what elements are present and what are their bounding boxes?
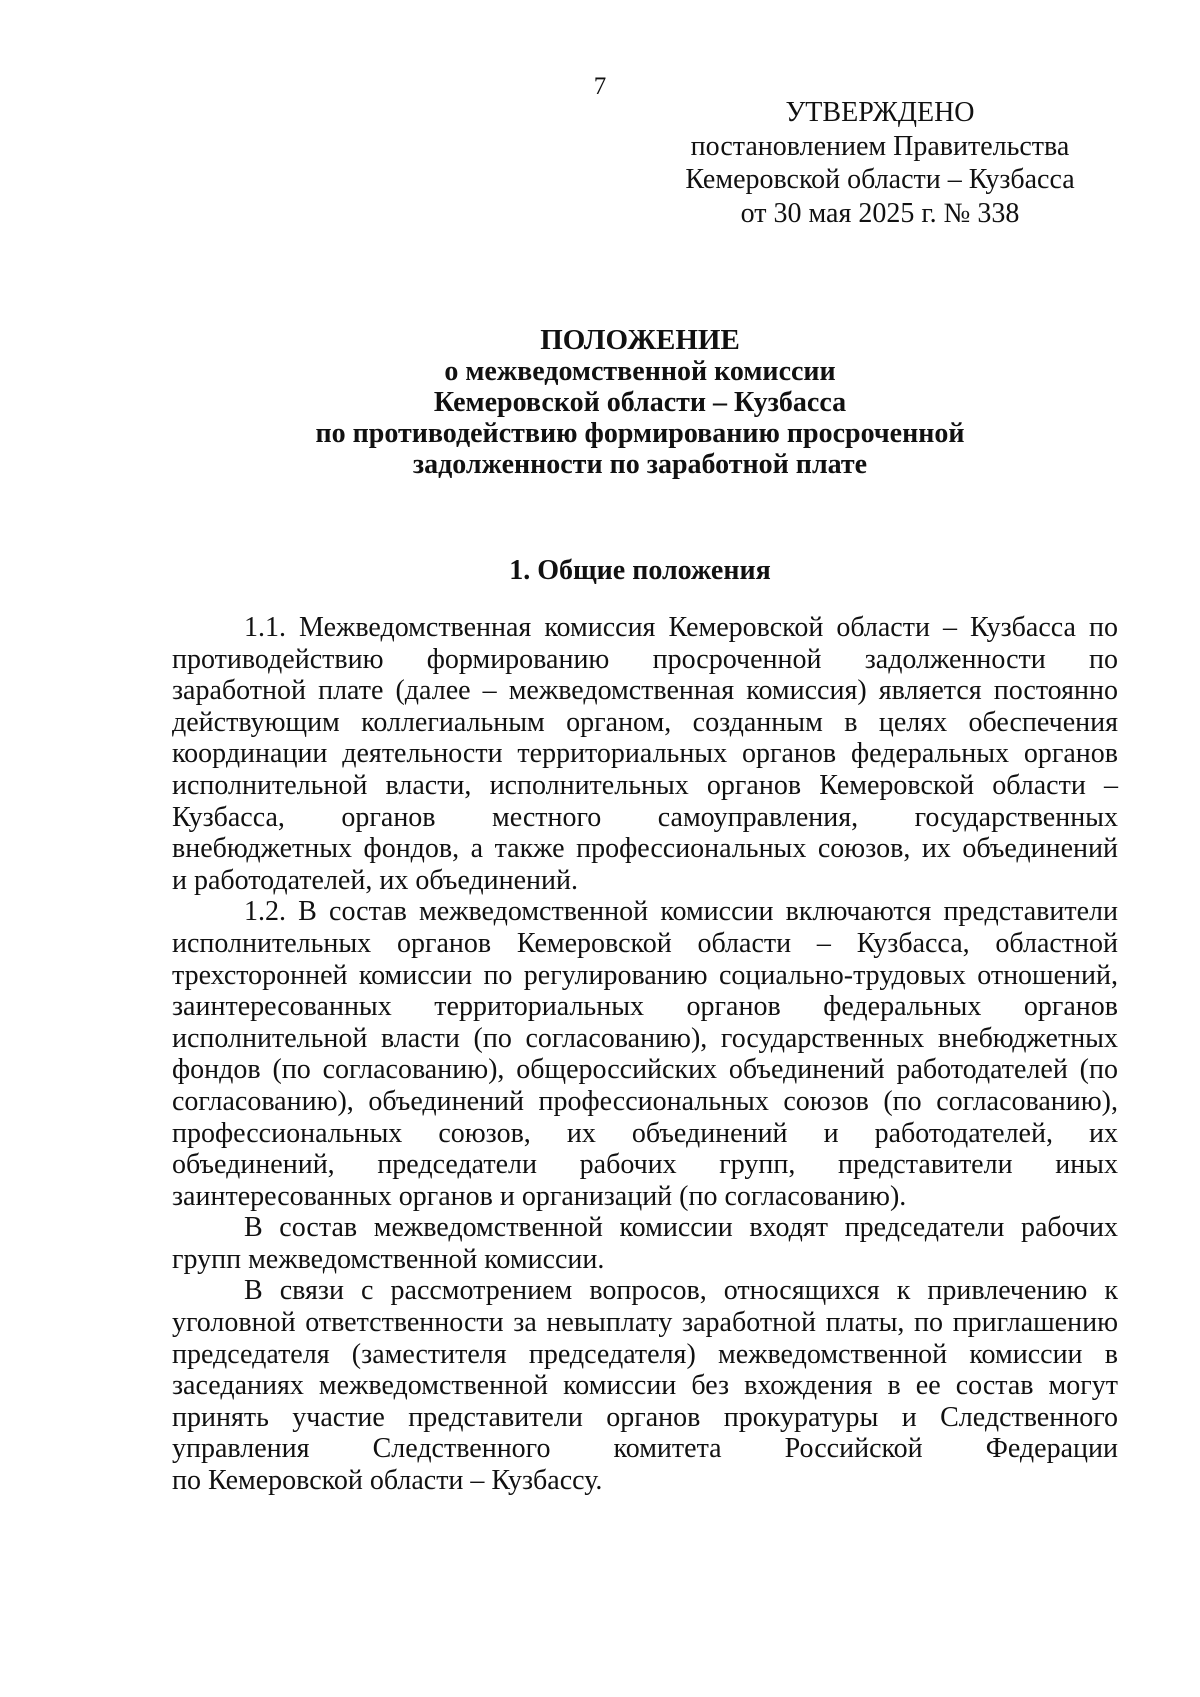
text-line: заинтересованных территориальных органов федеральных органов xyxy=(172,991,1118,1023)
paragraph-1-1 xyxy=(172,612,1118,896)
text-line: заседаниях межведомственной комиссии без вхождения в ее состав могут xyxy=(172,1370,1118,1402)
approval-line: Кемеровской области – Кузбасса xyxy=(685,164,1075,195)
text-line: исполнительных органов Кемеровской области – Кузбасса, областной xyxy=(172,927,1118,959)
text-line: трехсторонней комиссии по регулированию социально-трудовых отношений, xyxy=(172,959,1118,991)
text-line: исполнительной власти (по согласованию), государственных внебюджетных xyxy=(172,1022,1118,1054)
text-line: председателя (заместителя председателя) межведомственной комиссии в xyxy=(172,1338,1118,1370)
text-line: 1.2. В состав межведомственной комиссии включаются представители xyxy=(244,896,1118,928)
text-line: принять участие представители органов прокуратуры и Следственного xyxy=(172,1401,1118,1433)
text-line: объединений, председатели рабочих групп, представители иных xyxy=(172,1149,1118,1181)
title-line: о межведомственной комиссии xyxy=(444,356,836,387)
approval-stamp xyxy=(670,96,1090,230)
approval-line: УТВЕРЖДЕНО xyxy=(785,97,975,128)
text-line: заработной плате (далее – межведомственная комиссия) является постоянно xyxy=(172,675,1118,707)
text-line: управления Следственного комитета Российской Федерации xyxy=(172,1433,1118,1465)
section-heading: 1. Общие положения xyxy=(509,555,771,586)
paragraph-composition xyxy=(172,1212,1118,1275)
paragraph-invitation xyxy=(172,1275,1118,1496)
text-line: и работодателей, их объединений. xyxy=(172,864,579,896)
title-main: ПОЛОЖЕНИЕ xyxy=(540,324,740,356)
text-line: исполнительной власти, исполнительных органов Кемеровской области – xyxy=(172,769,1118,801)
title-line: задолженности по заработной плате xyxy=(412,449,868,480)
text-line: противодействию формированию просроченной задолженности по xyxy=(172,643,1118,675)
approval-line: постановлением Правительства xyxy=(690,130,1070,162)
document-title xyxy=(170,325,1110,480)
text-line: фондов (по согласованию), общероссийских объединений работодателей (по xyxy=(172,1054,1118,1086)
text-line: действующим коллегиальным органом, созданным в целях обеспечения xyxy=(172,706,1118,738)
text-line: 1.1. Межведомственная комиссия Кемеровской области – Кузбасса по xyxy=(244,612,1118,643)
title-line: Кемеровской области – Кузбасса xyxy=(433,387,847,418)
approval-line: от 30 мая 2025 г. № 338 xyxy=(740,197,1020,229)
page-number: 7 xyxy=(593,73,607,100)
text-line: координации деятельности территориальных органов федеральных органов xyxy=(172,738,1118,770)
paragraph-1-2 xyxy=(172,896,1118,1212)
text-line: внебюджетных фондов, а также профессиональных союзов, их объединений xyxy=(172,833,1118,865)
document-body xyxy=(172,612,1118,1497)
text-line: групп межведомственной комиссии. xyxy=(172,1243,605,1275)
text-line: заинтересованных органов и организаций (по согласованию). xyxy=(172,1180,907,1212)
title-line: по противодействию формированию просроченной xyxy=(315,418,965,449)
text-line: Кузбасса, органов местного самоуправления, государственных xyxy=(172,801,1118,833)
text-line: В состав межведомственной комиссии входят председатели рабочих xyxy=(244,1212,1118,1244)
text-line: В связи с рассмотрением вопросов, относящихся к привлечению к xyxy=(244,1275,1118,1307)
text-line: согласованию), объединений профессиональных союзов (по согласованию), xyxy=(172,1085,1118,1117)
text-line: профессиональных союзов, их объединений и работодателей, их xyxy=(172,1117,1118,1149)
text-line: уголовной ответственности за невыплату заработной платы, по приглашению xyxy=(172,1307,1118,1339)
text-line: по Кемеровской области – Кузбассу. xyxy=(172,1465,603,1497)
